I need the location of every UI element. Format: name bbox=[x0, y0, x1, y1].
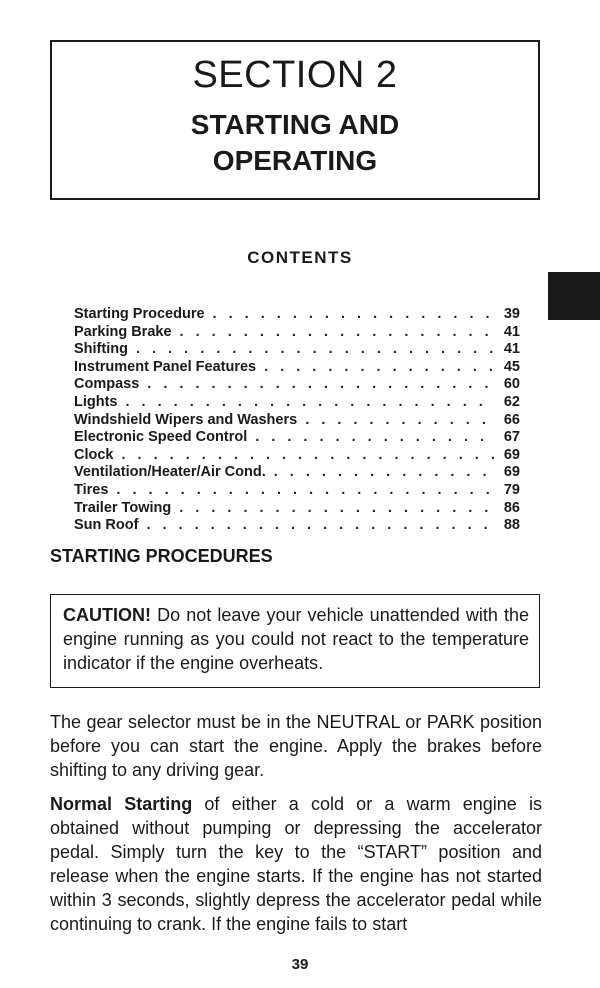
toc-page-number: 39 bbox=[503, 306, 520, 322]
toc-leader-dots bbox=[305, 412, 494, 430]
toc-row bbox=[74, 482, 520, 500]
toc-page-number: 69 bbox=[503, 446, 520, 463]
toc-row bbox=[74, 341, 520, 359]
toc-page-number: 45 bbox=[503, 358, 520, 375]
toc-label: Lights bbox=[74, 393, 118, 410]
toc-row bbox=[74, 306, 520, 324]
toc-row bbox=[74, 447, 520, 465]
toc-label: Starting Procedure bbox=[74, 306, 205, 322]
caution-box bbox=[50, 594, 540, 688]
toc-row bbox=[74, 324, 520, 342]
toc-row bbox=[74, 376, 520, 394]
toc-page-number: 86 bbox=[503, 499, 520, 516]
toc-leader-dots bbox=[147, 376, 494, 394]
paragraph-normal-starting bbox=[50, 792, 542, 936]
toc-leader-dots bbox=[213, 306, 494, 324]
toc-page-number: 41 bbox=[503, 323, 520, 340]
toc-label: Compass bbox=[74, 376, 140, 393]
toc-row bbox=[74, 464, 520, 482]
table-of-contents bbox=[74, 306, 520, 535]
toc-leader-dots bbox=[180, 324, 494, 342]
paragraph-gear-selector: The gear selector must be in the NEUTRAL or PARK position before you can start the engine. Apply the brakes before shifting to any driving gear. bbox=[50, 712, 542, 780]
caution-text: Do not leave your vehicle unattended with the engine running as you could not react to the temperature indicator if the engine overheats. bbox=[63, 605, 529, 673]
toc-page-number: 88 bbox=[503, 517, 520, 534]
toc-page-number: 60 bbox=[503, 376, 520, 393]
caution-lead: CAUTION! bbox=[63, 605, 151, 625]
toc-leader-dots bbox=[122, 447, 495, 465]
section-header-box bbox=[50, 40, 540, 200]
toc-page-number: 66 bbox=[503, 411, 520, 428]
toc-page-number: 62 bbox=[503, 393, 520, 410]
normal-starting-lead: Normal Starting bbox=[50, 794, 193, 814]
toc-row bbox=[74, 500, 520, 518]
section-subtitle bbox=[52, 107, 538, 179]
section-subtitle-line-2: OPERATING bbox=[212, 145, 378, 176]
toc-label: Shifting bbox=[74, 341, 128, 358]
toc-row bbox=[74, 517, 520, 535]
toc-label: Ventilation/Heater/Air Cond. bbox=[74, 464, 266, 481]
starting-procedures-heading: STARTING PROCEDURES bbox=[50, 546, 273, 566]
toc-page-number: 69 bbox=[503, 464, 520, 481]
toc-label: Parking Brake bbox=[74, 323, 172, 340]
toc-leader-dots bbox=[146, 517, 494, 535]
page-number: 39 bbox=[291, 956, 309, 973]
toc-leader-dots bbox=[126, 394, 495, 412]
toc-label: Tires bbox=[74, 481, 109, 498]
toc-page-number: 67 bbox=[503, 429, 520, 446]
toc-label: Trailer Towing bbox=[74, 499, 172, 516]
section-title: SECTION 2 bbox=[192, 54, 398, 96]
toc-leader-dots bbox=[136, 341, 494, 359]
toc-page-number: 79 bbox=[503, 481, 520, 498]
toc-label: Clock bbox=[74, 446, 114, 463]
section-thumb-tab bbox=[548, 272, 600, 320]
section-subtitle-line-1: STARTING AND bbox=[190, 109, 400, 140]
toc-row bbox=[74, 359, 520, 377]
toc-label: Instrument Panel Features bbox=[74, 358, 257, 375]
toc-label: Windshield Wipers and Washers bbox=[74, 411, 298, 428]
normal-starting-text: of either a cold or a warm engine is obtained without pumping or depressing the accelerator pedal. Simply turn the key to the “START” position and release when the engine starts. If the engine has not started within 3 seconds, slightly depress the accelerator pedal while continuing to crank. If the engine fails to start bbox=[50, 794, 542, 934]
toc-leader-dots bbox=[255, 429, 494, 447]
toc-leader-dots bbox=[179, 500, 494, 518]
toc-leader-dots bbox=[264, 359, 494, 377]
toc-row bbox=[74, 412, 520, 430]
toc-leader-dots bbox=[274, 464, 494, 482]
toc-label: Electronic Speed Control bbox=[74, 429, 248, 446]
contents-heading: CONTENTS bbox=[247, 248, 353, 267]
toc-leader-dots bbox=[116, 482, 494, 500]
toc-label: Sun Roof bbox=[74, 517, 139, 534]
toc-row bbox=[74, 429, 520, 447]
toc-page-number: 41 bbox=[503, 341, 520, 358]
toc-row bbox=[74, 394, 520, 412]
